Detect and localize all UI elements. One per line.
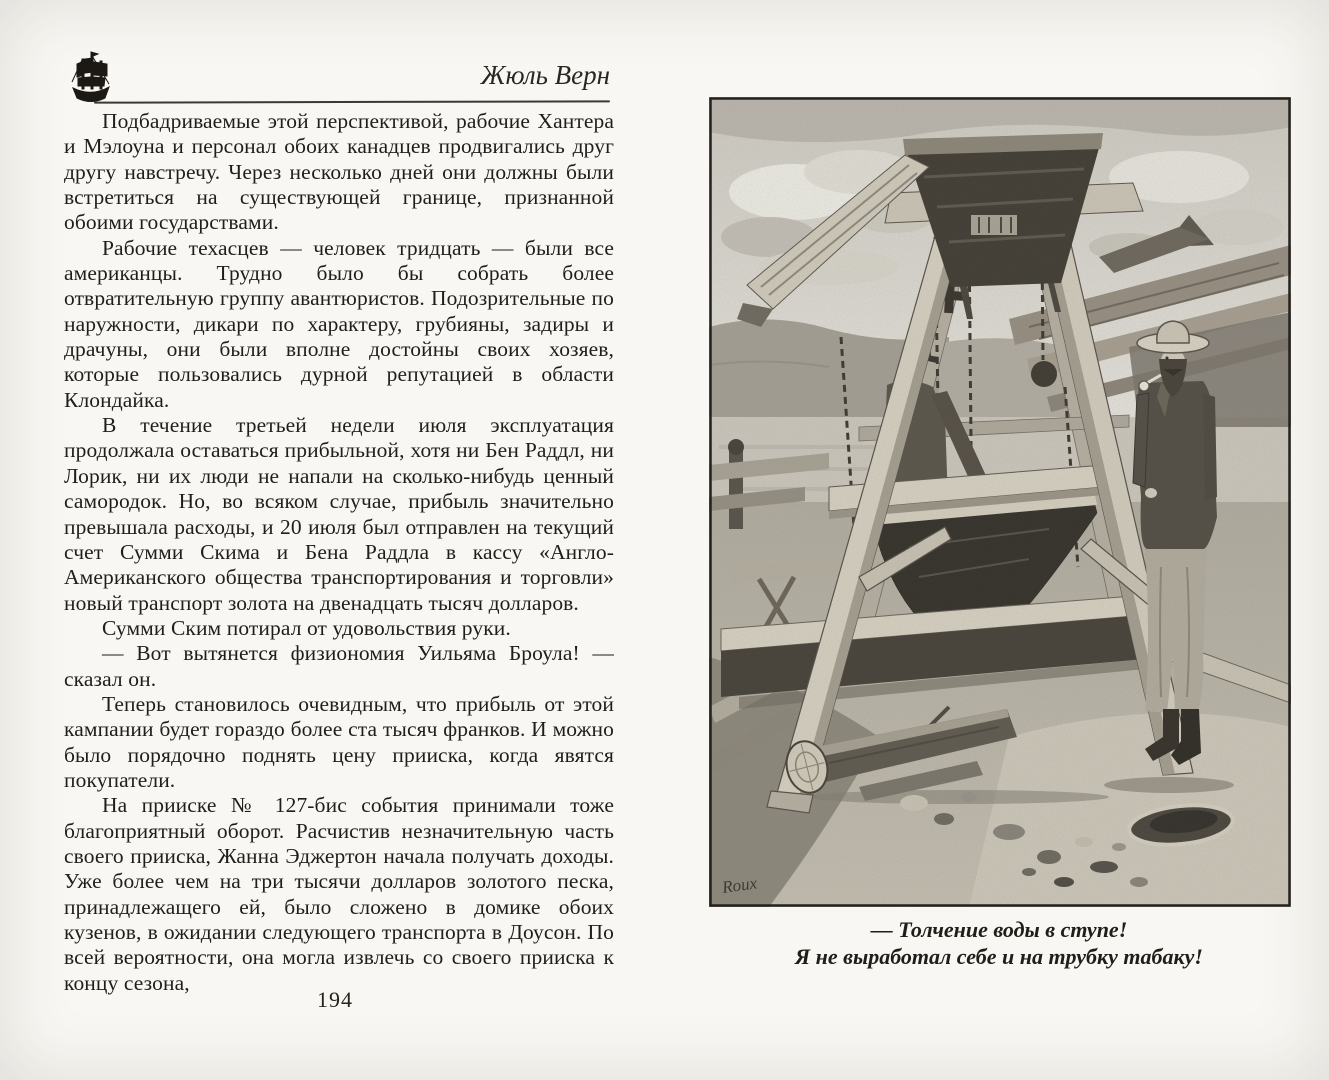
engraving-grain <box>709 97 1291 907</box>
engraving-illustration <box>709 97 1291 907</box>
running-head: Жюль Верн <box>480 60 610 90</box>
body-paragraph-dialogue: — Вот вытянется физиономия Уильяма Броула! — сказал он. <box>64 641 614 691</box>
ship-ornament-svg <box>68 50 114 106</box>
body-paragraph: Сумми Ским потирал от удовольствия руки. <box>102 615 511 640</box>
body-paragraph: На прииске № 127-бис события принимали тоже благоприятный оборот. Расчистив незначительную часть своего прииска, Жанна Эджертон начала получать доходы. Уже более чем на три тысячи долларов золотого песка, принадлежащего ей, было сложено в домике обоих кузенов, в ожидании следующего транспорта в Доусон. По всей вероятности, она могла извлечь со своего прииска к концу сезона, <box>64 793 614 995</box>
body-paragraph: Подбадриваемые этой перспективой, рабочие Хантера и Мэлоуна и персонал обоих канадцев продвигались друг другу навстречу. Через несколько дней они должны были встретиться на существующей границе, признанной обоими государствами. <box>64 109 614 235</box>
engraving-svg <box>709 97 1291 907</box>
caption-line-1: — Толчение воды в ступе! <box>870 917 1128 942</box>
caption-line-2: Я не выработал себе и на трубку табаку! <box>794 944 1203 969</box>
illustration-caption <box>699 916 1299 970</box>
text-column <box>64 109 614 996</box>
header-rule <box>94 100 610 103</box>
body-paragraph: В течение третьей недели июля эксплуатация продолжала оставаться прибыльной, хотя ни Бен Раддл, ни Лорик, ни их люди не напали на сколько-нибудь ценный самородок. Но, во всяком случае, прибыль значительно превышала расходы, и 20 июля был отправлен на текущий счет Сумми Скима и Бена Раддла в кассу «Англо-Американского общества транспортирования и торговли» новый транспорт золота на двенадцать тысяч долларов. <box>64 413 614 615</box>
body-paragraph: Теперь становилось очевидным, что прибыль от этой кампании будет гораздо более ста тысяч франков. И можно было порядочно поднять цену прииска, когда явятся покупатели. <box>64 691 614 792</box>
page-number: 194 <box>317 987 353 1012</box>
body-paragraph: Рабочие техасцев — человек тридцать — были все американцы. Трудно было бы собрать более отвратительную группу авантюристов. Подозрительные по наружности, дикари по характеру, грубияны, задиры и драчуны, они были вполне достойны своих хозяев, которые пользовались дурной репутацией в области Клондайка. <box>64 235 614 412</box>
ship-ornament-icon <box>68 50 114 106</box>
